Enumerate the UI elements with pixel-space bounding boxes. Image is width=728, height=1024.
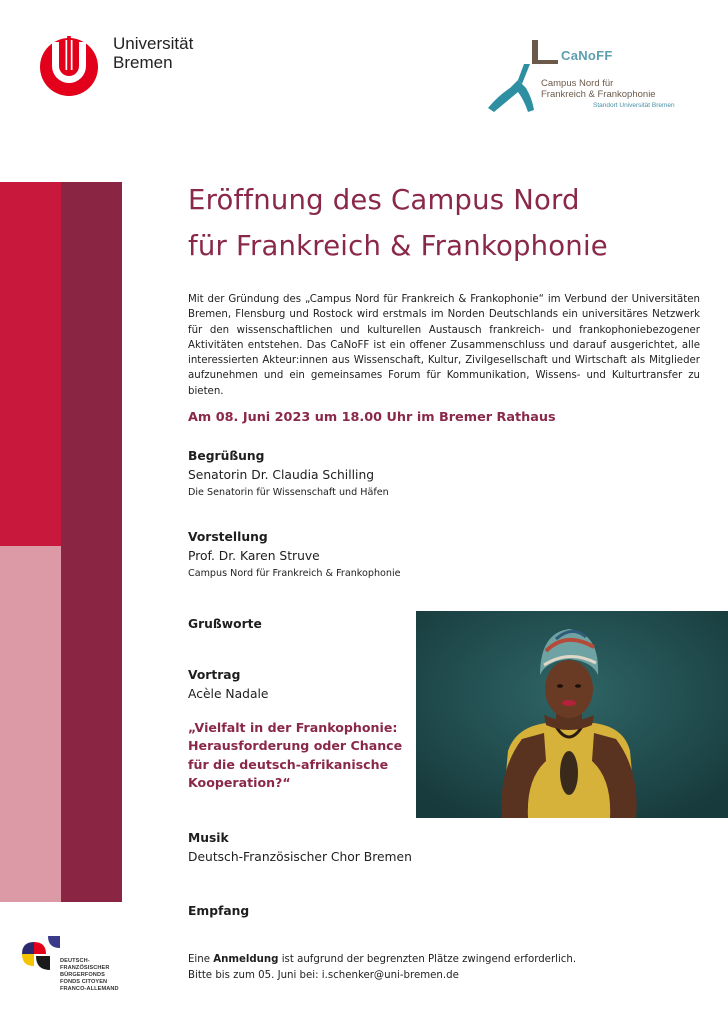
- lecture-title-line2: Herausforderung oder Chance: [188, 738, 403, 754]
- canoff-site: Standort Universität Bremen: [593, 102, 675, 109]
- canoff-line2: Frankreich & Frankophonie: [541, 89, 656, 100]
- greeting-role: Die Senatorin für Wissenschaft und Häfen: [188, 487, 389, 498]
- music-name: Deutsch-Französischer Chor Bremen: [188, 850, 412, 864]
- presentation-role: Campus Nord für Frankreich & Frankophonie: [188, 568, 401, 579]
- title-line2: für Frankreich & Frankophonie: [188, 230, 608, 262]
- dfb-line1: DEUTSCH-: [60, 958, 90, 964]
- decor-bar-pink: [0, 546, 61, 902]
- decor-bar-red: [0, 182, 61, 546]
- section-music: [188, 829, 412, 867]
- lecture-speaker: Acèle Nadale: [188, 687, 269, 701]
- presentation-heading: Vorstellung: [188, 530, 268, 544]
- intro-paragraph: Mit der Gründung des „Campus Nord für Frankreich & Frankophonie“ im Verbund der Universitäten Bremen, Flensburg und Rostock wird erstmals im Norden Deutschlands ein universitäres Netzwerk für den wissenschaftlichen und kulturellen Austausch frankreich- und frankophoniebezogener Aktivitäten entstehen. Das CaNoFF ist ein offener Zusammenschluss und darauf ausgerichtet, alle interessierten Akteur:innen aus Wissenschaft, Kultur, Zivilgesellschaft und Wirtschaft als Mitglieder aufzunehmen und ein gemeinsames Forum für Kommunikation, Wissens- und Kulturtransfer zu bieten.: [188, 294, 700, 397]
- section-lecture: [188, 666, 268, 704]
- registration-line1: [188, 952, 628, 968]
- uni-bremen-name: [113, 34, 193, 72]
- registration-note: [188, 952, 628, 983]
- title-line1: Eröffnung des Campus Nord: [188, 184, 580, 216]
- dfb-line3: BÜRGERFONDS: [60, 972, 105, 978]
- section-presentation: [188, 528, 401, 581]
- greeting-heading: Begrüßung: [188, 449, 265, 463]
- page-title: [188, 177, 708, 269]
- music-heading: Musik: [188, 831, 229, 845]
- dfb-line5: FRANCO-ALLEMAND: [60, 986, 119, 992]
- canoff-subtitle: [541, 78, 656, 100]
- registration-post: ist aufgrund der begrenzten Plätze zwingend erforderlich.: [278, 954, 577, 965]
- reception-heading: Empfang: [188, 904, 250, 918]
- event-date: Am 08. Juni 2023 um 18.00 Uhr im Bremer Rathaus: [188, 410, 556, 425]
- dfb-line4: FONDS CITOYEN: [60, 979, 108, 985]
- lecture-heading: Vortrag: [188, 668, 241, 682]
- presentation-name: Prof. Dr. Karen Struve: [188, 549, 320, 563]
- lecture-title-line3: für die deutsch-afrikanische: [188, 756, 389, 772]
- canoff-line1: Campus Nord für: [541, 78, 614, 89]
- lecture-title: [188, 719, 418, 792]
- canoff-acronym: CaNoFF: [561, 48, 613, 63]
- lecture-title-line4: Kooperation?“: [188, 774, 291, 790]
- greeting-name: Senatorin Dr. Claudia Schilling: [188, 468, 375, 482]
- greetings-words-heading: Grußworte: [188, 617, 262, 631]
- buergerfonds-logo-text: [60, 958, 119, 993]
- lecture-title-line1: „Vielfalt in der Frankophonie:: [188, 720, 398, 735]
- registration-bold: Anmeldung: [213, 954, 279, 965]
- dfb-line2: FRANZÖSISCHER: [60, 965, 110, 971]
- registration-pre: Eine: [188, 954, 214, 965]
- speaker-photo: [416, 611, 728, 818]
- decor-bar-plum: [61, 182, 122, 902]
- section-greeting: [188, 447, 389, 500]
- buergerfonds-logo-mark: [20, 934, 62, 974]
- canoff-logo-mark: [488, 38, 558, 116]
- uni-bremen-logo: [38, 36, 100, 98]
- uni-name-line1: Universität: [113, 34, 194, 53]
- uni-name-line2: Bremen: [113, 53, 173, 72]
- registration-line2: Bitte bis zum 05. Juni bei: i.schenker@uni-bremen.de: [188, 969, 459, 981]
